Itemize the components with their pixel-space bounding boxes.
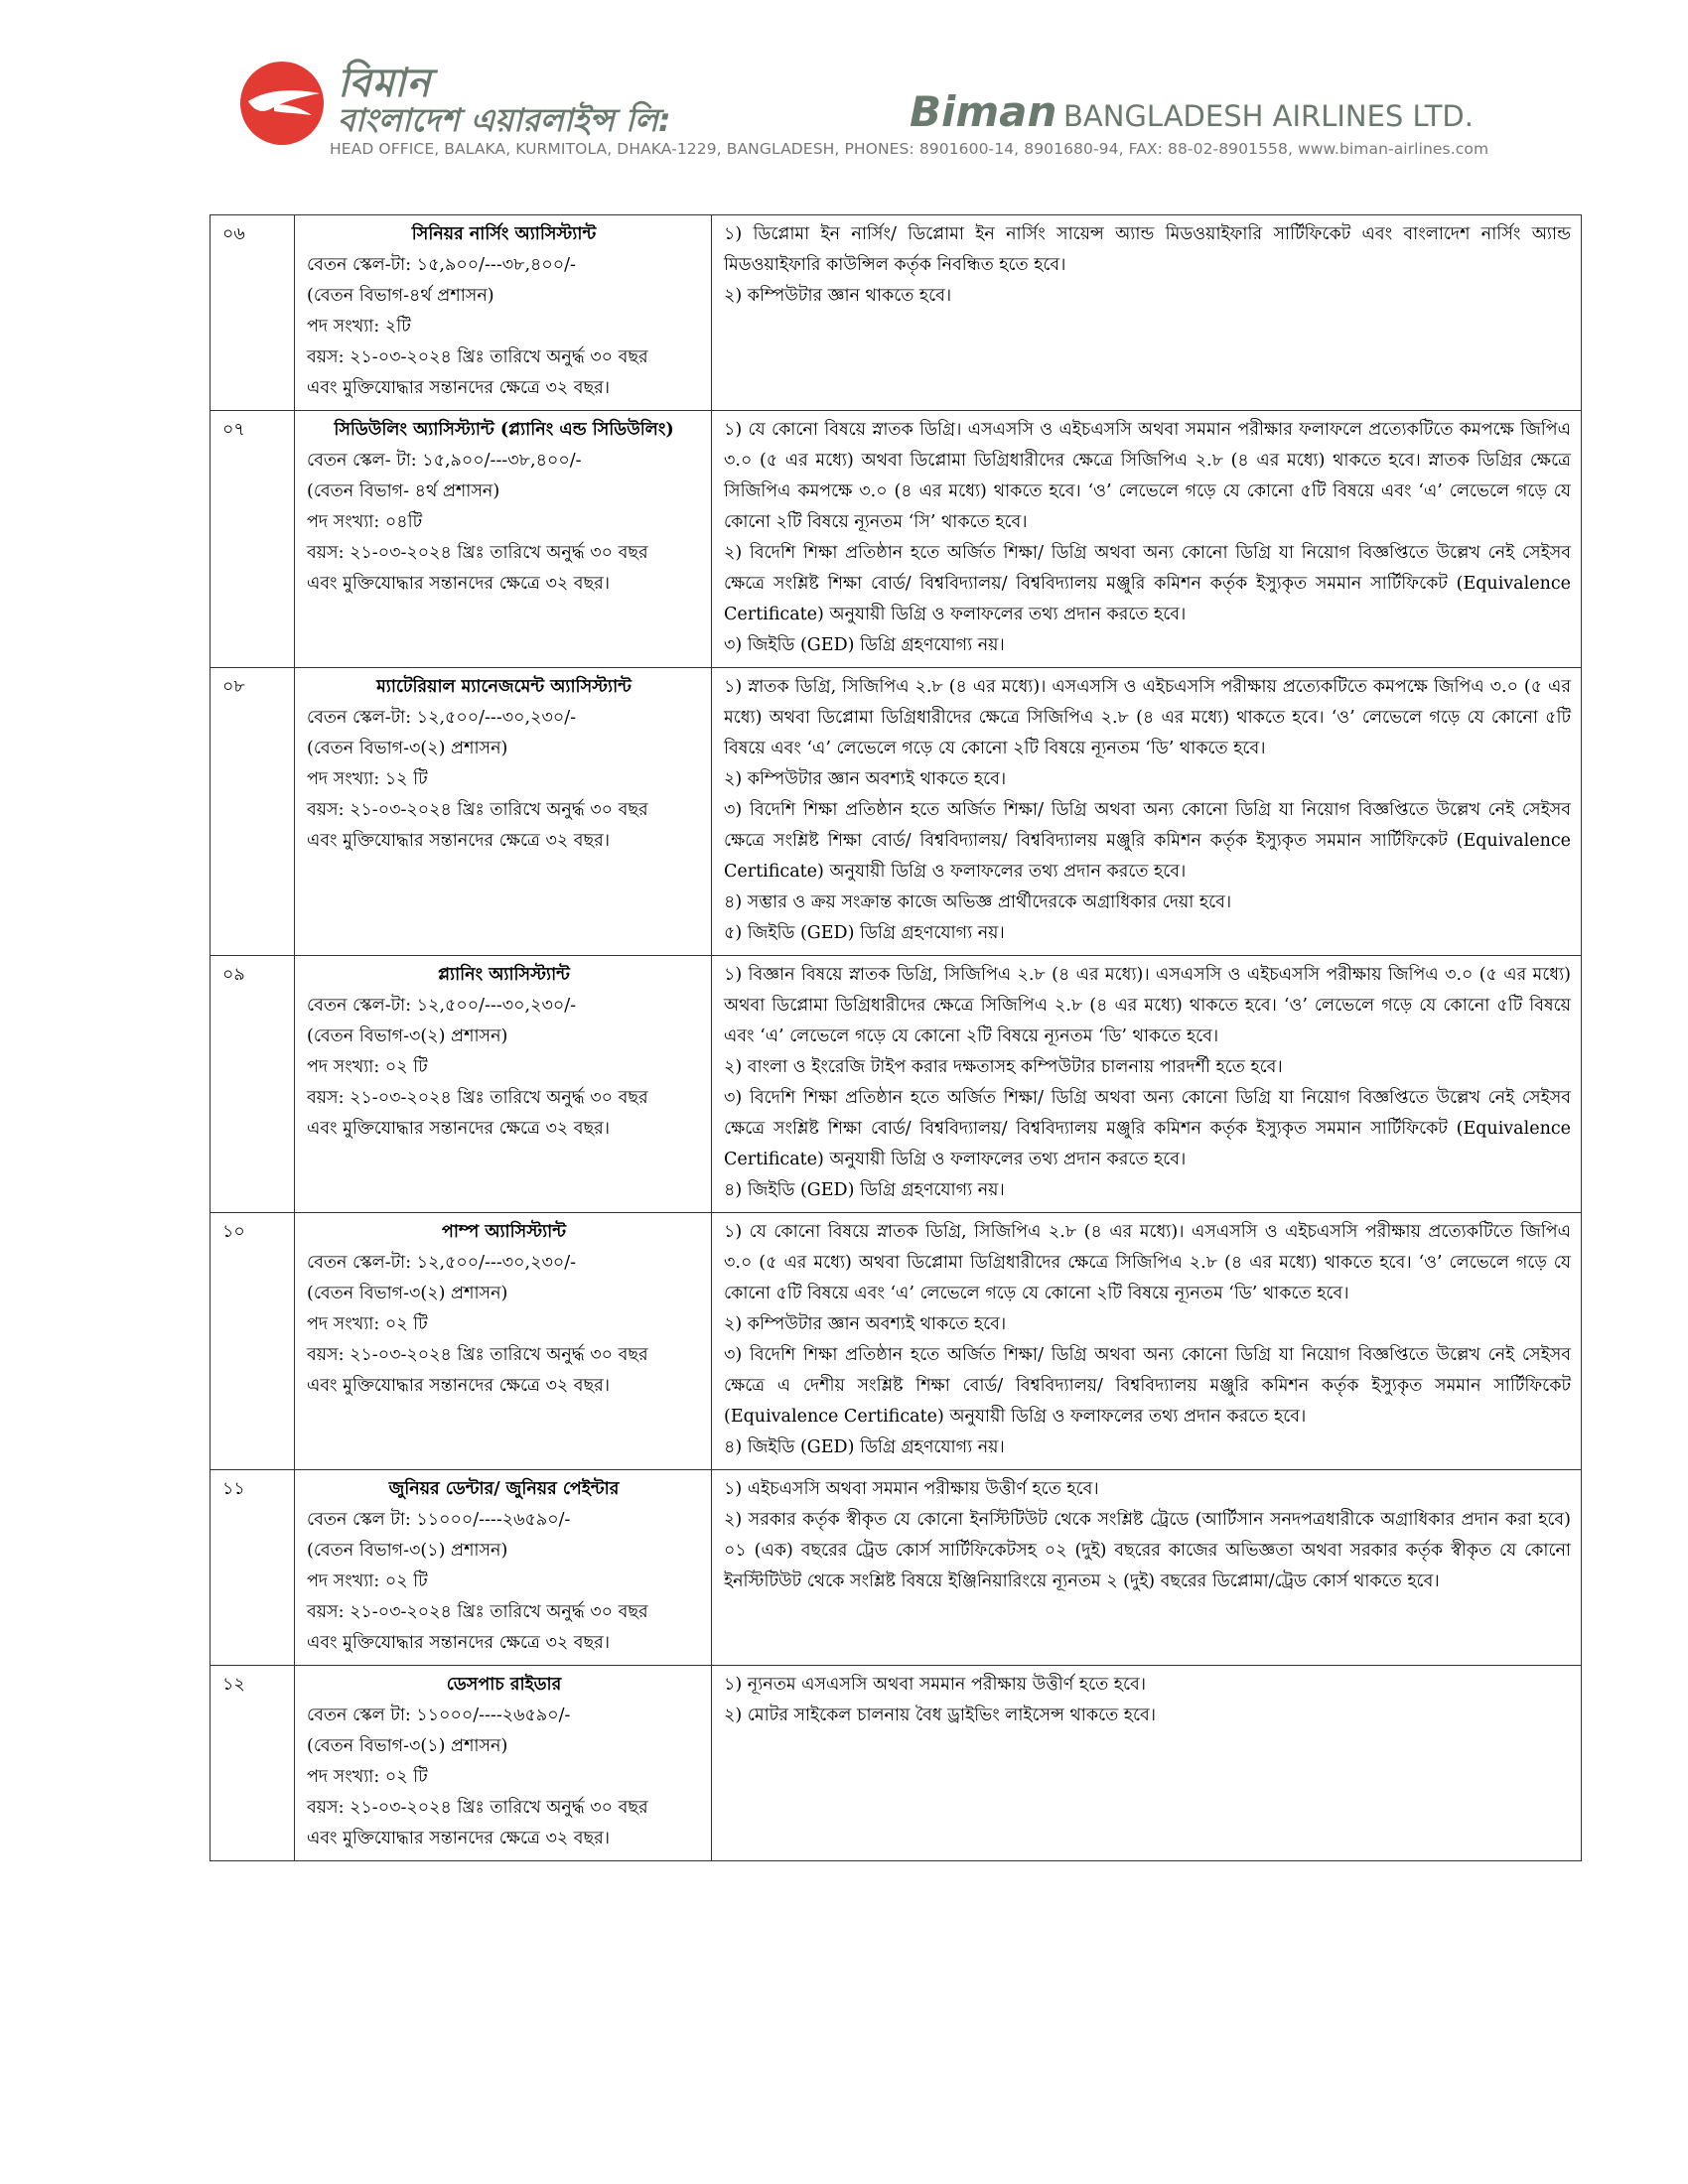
requirements-cell: [712, 1666, 1582, 1861]
post-detail-line: এবং মুক্তিযোদ্ধার সন্তানদের ক্ষেত্রে ৩২ বছর।: [307, 574, 610, 594]
requirement-item: ২) বিদেশি শিক্ষা প্রতিষ্ঠান হতে অর্জিত শিক্ষা/ ডিগ্রি অথবা অন্য কোনো ডিগ্রি যা নিয়োগ বিজ্ঞপ্তিতে উল্লেখ নেই সেইসব ক্ষেত্রে সংশ্লিষ্ট শিক্ষা বোর্ড/ বিশ্ববিদ্যালয়/ বিশ্ববিদ্যালয় মঞ্জুরি কমিশন কর্তৃক ইস্যুকৃত সমমান সার্টিফিকেট (Equivalence Certificate) অনুযায়ী ডিগ্রি ও ফলাফলের তথ্য প্রদান করতে হবে।: [724, 543, 1571, 624]
post-detail-line: বয়স: ২১-০৩-২০২৪ খ্রিঃ তারিখে অনুর্দ্ধ ৩০ বছর: [307, 1345, 648, 1365]
post-details-cell: [295, 668, 712, 956]
post-details-cell: [295, 411, 712, 668]
job-post-row: [211, 1213, 1582, 1470]
post-detail-line: (বেতন বিভাগ- ৪র্থ প্রশাসন): [307, 481, 500, 501]
bangla-name-line1: বিমান: [338, 61, 432, 106]
requirements-cell: [712, 411, 1582, 668]
requirement-item: ৩) বিদেশি শিক্ষা প্রতিষ্ঠান হতে অর্জিত শিক্ষা/ ডিগ্রি অথবা অন্য কোনো ডিগ্রি যা নিয়োগ বিজ্ঞপ্তিতে উল্লেখ নেই সেইসব ক্ষেত্রে সংশ্লিষ্ট শিক্ষা বোর্ড/ বিশ্ববিদ্যালয়/ বিশ্ববিদ্যালয় মঞ্জুরি কমিশন কর্তৃক ইস্যুকৃত সমমান সার্টিফিকেট (Equivalence Certificate) অনুযায়ী ডিগ্রি ও ফলাফলের তথ্য প্রদান করতে হবে।: [724, 800, 1571, 882]
requirement-item: ২) কম্পিউটার জ্ঞান অবশ্যই থাকতে হবে।: [724, 769, 1007, 789]
post-title: সিডিউলিং অ্যাসিস্ট্যান্ট (প্ল্যানিং এন্ড সিডিউলিং): [334, 420, 674, 440]
serial-number: ০৭: [211, 411, 295, 668]
post-detail-line: (বেতন বিভাগ-৩(১) প্রশাসন): [307, 1541, 508, 1561]
post-detail-line: বেতন স্কেল টা: ১১০০০/----২৬৫৯০/-: [307, 1706, 571, 1725]
post-detail-line: বেতন স্কেল-টা: ১২,৫০০/---৩০,২৩০/-: [307, 1253, 577, 1273]
job-post-row: [211, 1666, 1582, 1861]
requirement-item: ১) এইচএসসি অথবা সমমান পরীক্ষায় উত্তীর্ণ হতে হবে।: [724, 1479, 1099, 1499]
post-detail-line: (বেতন বিভাগ-৩(২) প্রশাসন): [307, 1026, 508, 1046]
requirement-item: ২) কম্পিউটার জ্ঞান থাকতে হবে।: [724, 286, 952, 306]
requirement-item: ৩) বিদেশি শিক্ষা প্রতিষ্ঠান হতে অর্জিত শিক্ষা/ ডিগ্রি অথবা অন্য কোনো ডিগ্রি যা নিয়োগ বিজ্ঞপ্তিতে উল্লেখ নেই সেইসব ক্ষেত্রে এ দেশীয় সংশ্লিষ্ট শিক্ষা বোর্ড/ বিশ্ববিদ্যালয়/ বিশ্ববিদ্যালয় মঞ্জুরি কমিশন কর্তৃক ইস্যুকৃত সমমান সার্টিফিকেট (Equivalence Certificate) অনুযায়ী ডিগ্রি ও ফলাফলের তথ্য প্রদান করতে হবে।: [724, 1345, 1571, 1427]
requirement-item: ২) বাংলা ও ইংরেজি টাইপ করার দক্ষতাসহ কম্পিউটার চালনায় পারদর্শী হতে হবে।: [724, 1057, 1283, 1077]
post-detail-line: (বেতন বিভাগ-৩(১) প্রশাসন): [307, 1736, 508, 1756]
job-post-row: [211, 411, 1582, 668]
requirement-item: ৩) বিদেশি শিক্ষা প্রতিষ্ঠান হতে অর্জিত শিক্ষা/ ডিগ্রি অথবা অন্য কোনো ডিগ্রি যা নিয়োগ বিজ্ঞপ্তিতে উল্লেখ নেই সেইসব ক্ষেত্রে সংশ্লিষ্ট শিক্ষা বোর্ড/ বিশ্ববিদ্যালয়/ বিশ্ববিদ্যালয় মঞ্জুরি কমিশন কর্তৃক ইস্যুকৃত সমমান সার্টিফিকেট (Equivalence Certificate) অনুযায়ী ডিগ্রি ও ফলাফলের তথ্য প্রদান করতে হবে।: [724, 1088, 1571, 1169]
requirement-item: ১) বিজ্ঞান বিষয়ে স্নাতক ডিগ্রি, সিজিপিএ ২.৮ (৪ এর মধ্যে)। এসএসসি ও এইচএসসি পরীক্ষায় জিপিএ ৩.০ (৫ এর মধ্যে) অথবা ডিপ্লোমা ডিগ্রিধারীদের ক্ষেত্রে সিজিপিএ ২.৮ (৪ এর মধ্যে) থাকতে হবে। ‘ও’ লেভেলে গড়ে যে কোনো ৫টি বিষয়ে এবং ‘এ’ লেভেলে গড়ে যে কোনো ২টি বিষয়ে ন্যূনতম ‘ডি’ থাকতে হবে।: [724, 965, 1571, 1046]
requirement-item: ১) যে কোনো বিষয়ে স্নাতক ডিগ্রি, সিজিপিএ ২.৮ (৪ এর মধ্যে)। এসএসসি ও এইচএসসি পরীক্ষায় প্রত্যেকটিতে জিপিএ ৩.০ (৫ এর মধ্যে) অথবা ডিপ্লোমা ডিগ্রিধারীদের ক্ষেত্রে সিজিপিএ ২.৮ (৪ এর মধ্যে) থাকতে হবে। ‘ও’ লেভেলে গড়ে যে কোনো ৫টি বিষয়ে এবং ‘এ’ লেভেলে গড়ে যে কোনো ২টি বিষয়ে ন্যূনতম ‘ডি’ থাকতে হবে।: [724, 1222, 1571, 1303]
post-title: পাম্প অ্যাসিস্ট্যান্ট: [442, 1222, 566, 1242]
post-detail-line: বয়স: ২১-০৩-২০২৪ খ্রিঃ তারিখে অনুর্দ্ধ ৩০ বছর: [307, 800, 648, 820]
requirement-item: ১) যে কোনো বিষয়ে স্নাতক ডিগ্রি। এসএসসি ও এইচএসসি অথবা সমমান পরীক্ষার ফলাফলে প্রত্যেকটিতে কমপক্ষে জিপিএ ৩.০ (৫ এর মধ্যে) অথবা ডিপ্লোমা ডিগ্রিধারীদের ক্ষেত্রে সিজিপিএ ২.৮ (৪ এর মধ্যে) থাকতে হবে। স্নাতক ডিগ্রির ক্ষেত্রে সিজিপিএ কমপক্ষে ৩.০ (৪ এর মধ্যে) থাকতে হবে। ‘ও’ লেভেলে গড়ে যে কোনো ৫টি বিষয়ে এবং ‘এ’ লেভেলে গড়ে যে কোনো ২টি বিষয়ে ন্যূনতম ‘সি’ থাকতে হবে।: [724, 420, 1571, 532]
post-detail-line: বয়স: ২১-০৩-২০২৪ খ্রিঃ তারিখে অনুর্দ্ধ ৩০ বছর: [307, 1602, 648, 1622]
post-details-cell: [295, 215, 712, 411]
post-detail-line: পদ সংখ্যা: ০২ টি: [307, 1314, 428, 1334]
requirement-item: ৩) জিইডি (GED) ডিগ্রি গ্রহণযোগ্য নয়।: [724, 635, 1005, 655]
post-detail-line: পদ সংখ্যা: ১২ টি: [307, 769, 428, 789]
post-detail-line: বেতন স্কেল টা: ১১০০০/----২৬৫৯০/-: [307, 1510, 571, 1530]
job-post-row: [211, 956, 1582, 1213]
post-title: সিনিয়র নার্সিং অ্যাসিস্ট্যান্ট: [411, 224, 597, 244]
post-title: প্ল্যানিং অ্যাসিস্ট্যান্ট: [438, 965, 570, 985]
biman-stork-logo-icon: [234, 58, 334, 147]
serial-number: ১০: [211, 1213, 295, 1470]
requirement-item: ২) মোটর সাইকেল চালনায় বৈধ ড্রাইভিং লাইসেন্স থাকতে হবে।: [724, 1706, 1157, 1725]
requirement-item: ৪) জিইডি (GED) ডিগ্রি গ্রহণযোগ্য নয়।: [724, 1180, 1005, 1200]
job-post-row: [211, 1470, 1582, 1666]
requirement-item: ১) স্নাতক ডিগ্রি, সিজিপিএ ২.৮ (৪ এর মধ্যে)। এসএসসি ও এইচএসসি পরীক্ষায় প্রত্যেকটিতে কমপক্ষে জিপিএ ৩.০ (৫ এর মধ্যে) অথবা ডিপ্লোমা ডিগ্রিধারীদের ক্ষেত্রে সিজিপিএ ২.৮ (৪ এর মধ্যে) থাকতে হবে। ‘ও’ লেভেলে গড়ে যে কোনো ৫টি বিষয়ে এবং ‘এ’ লেভেলে গড়ে যে কোনো ২টি বিষয়ে ন্যূনতম ‘ডি’ থাকতে হবে।: [724, 677, 1571, 758]
post-details-cell: [295, 1666, 712, 1861]
post-detail-line: এবং মুক্তিযোদ্ধার সন্তানদের ক্ষেত্রে ৩২ বছর।: [307, 831, 610, 851]
serial-number: ০৯: [211, 956, 295, 1213]
requirement-item: ১) ন্যূনতম এসএসসি অথবা সমমান পরীক্ষায় উত্তীর্ণ হতে হবে।: [724, 1675, 1147, 1695]
post-detail-line: (বেতন বিভাগ-৪র্থ প্রশাসন): [307, 286, 494, 306]
post-detail-line: বয়স: ২১-০৩-২০২৪ খ্রিঃ তারিখে অনুর্দ্ধ ৩০ বছর: [307, 1798, 648, 1818]
post-detail-line: পদ সংখ্যা: ০২ টি: [307, 1057, 428, 1077]
post-title: ডেসপাচ রাইডার: [446, 1675, 562, 1695]
post-detail-line: বেতন স্কেল-টা: ১২,৫০০/---৩০,২৩০/-: [307, 996, 577, 1016]
post-detail-line: পদ সংখ্যা: ০২ টি: [307, 1571, 428, 1591]
post-details-cell: [295, 1470, 712, 1666]
english-name-biman: Biman: [910, 87, 1057, 136]
job-post-row: [211, 215, 1582, 411]
serial-number: ১১: [211, 1470, 295, 1666]
job-post-row: [211, 668, 1582, 956]
post-detail-line: পদ সংখ্যা: ০৪টি: [307, 512, 423, 532]
requirement-item: ৪) সম্ভার ও ক্রয় সংক্রান্ত কাজে অভিজ্ঞ প্রার্থীদেরকে অগ্রাধিকার দেয়া হবে।: [724, 892, 1232, 912]
english-name-rest: BANGLADESH AIRLINES LTD.: [1063, 99, 1474, 133]
bangla-name-line2: বাংলাদেশ এয়ারলাইন্স লি:: [338, 101, 671, 139]
requirements-cell: [712, 668, 1582, 956]
post-title: জুনিয়র ডেন্টার/ জুনিয়র পেইন্টার: [388, 1479, 620, 1499]
requirements-cell: [712, 956, 1582, 1213]
post-detail-line: বয়স: ২১-০৩-২০২৪ খ্রিঃ তারিখে অনুর্দ্ধ ৩০ বছর: [307, 347, 648, 367]
serial-number: ০৮: [211, 668, 295, 956]
post-detail-line: এবং মুক্তিযোদ্ধার সন্তানদের ক্ষেত্রে ৩২ বছর।: [307, 1119, 610, 1139]
requirement-item: ৪) জিইডি (GED) ডিগ্রি গ্রহণযোগ্য নয়।: [724, 1437, 1005, 1457]
post-details-cell: [295, 1213, 712, 1470]
post-detail-line: বেতন স্কেল- টা: ১৫,৯০০/---৩৮,৪০০/-: [307, 451, 582, 471]
post-detail-line: বয়স: ২১-০৩-২০২৪ খ্রিঃ তারিখে অনুর্দ্ধ ৩০ বছর: [307, 543, 648, 563]
post-detail-line: বেতন স্কেল-টা: ১২,৫০০/---৩০,২৩০/-: [307, 708, 577, 728]
post-detail-line: বেতন স্কেল-টা: ১৫,৯০০/---৩৮,৪০০/-: [307, 255, 576, 275]
post-detail-line: পদ সংখ্যা: ২টি: [307, 317, 411, 337]
serial-number: ১২: [211, 1666, 295, 1861]
post-detail-line: এবং মুক্তিযোদ্ধার সন্তানদের ক্ষেত্রে ৩২ বছর।: [307, 1633, 610, 1653]
serial-number: ০৬: [211, 215, 295, 411]
requirement-item: ২) সরকার কর্তৃক স্বীকৃত যে কোনো ইনস্টিটিউট থেকে সংশ্লিষ্ট ট্রেডে (আর্টিসান সনদপত্রধারীকে অগ্রাধিকার প্রদান করা হবে) ০১ (এক) বছরের ট্রেড কোর্স সার্টিফিকেটসহ ০২ (দুই) বছরের কাজের অভিজ্ঞতা অথবা সরকার কর্তৃক স্বীকৃত যে কোনো ইনস্টিটিউট থেকে সংশ্লিষ্ট বিষয়ে ইঞ্জিনিয়ারিংয়ে ন্যূনতম ২ (দুই) বছরের ডিপ্লোমা/ট্রেড কোর্স থাকতে হবে।: [724, 1510, 1571, 1591]
post-details-cell: [295, 956, 712, 1213]
post-detail-line: (বেতন বিভাগ-৩(২) প্রশাসন): [307, 739, 508, 758]
post-detail-line: পদ সংখ্যা: ০২ টি: [307, 1767, 428, 1787]
requirement-item: ৫) জিইডি (GED) ডিগ্রি গ্রহণযোগ্য নয়।: [724, 923, 1005, 943]
head-office-address: HEAD OFFICE, BALAKA, KURMITOLA, DHAKA-1229, BANGLADESH, PHONES: 8901600-14, 8901680-94, FAX: 88-02-8901558, www.biman-airlines.com: [330, 140, 1489, 158]
requirement-item: ১) ডিপ্লোমা ইন নার্সিং/ ডিপ্লোমা ইন নার্সিং সায়েন্স অ্যান্ড মিডওয়াইফারি সার্টিফিকেট এবং বাংলাদেশ নার্সিং অ্যান্ড মিডওয়াইফারি কাউন্সিল কর্তৃক নিবন্ধিত হতে হবে।: [724, 224, 1571, 275]
post-detail-line: (বেতন বিভাগ-৩(২) প্রশাসন): [307, 1284, 508, 1303]
requirement-item: ২) কম্পিউটার জ্ঞান অবশ্যই থাকতে হবে।: [724, 1314, 1007, 1334]
post-detail-line: এবং মুক্তিযোদ্ধার সন্তানদের ক্ষেত্রে ৩২ বছর।: [307, 1376, 610, 1396]
post-detail-line: এবং মুক্তিযোদ্ধার সন্তানদের ক্ষেত্রে ৩২ বছর।: [307, 1829, 610, 1848]
job-posts-body: [211, 215, 1582, 1861]
requirements-cell: [712, 215, 1582, 411]
job-posts-table: [210, 214, 1582, 1861]
letterhead: [234, 50, 1515, 159]
requirements-cell: [712, 1213, 1582, 1470]
post-detail-line: বয়স: ২১-০৩-২০২৪ খ্রিঃ তারিখে অনুর্দ্ধ ৩০ বছর: [307, 1088, 648, 1108]
post-detail-line: এবং মুক্তিযোদ্ধার সন্তানদের ক্ষেত্রে ৩২ বছর।: [307, 378, 610, 398]
post-title: ম্যাটেরিয়াল ম্যানেজমেন্ট অ্যাসিস্ট্যান্ট: [376, 677, 632, 697]
requirements-cell: [712, 1470, 1582, 1666]
